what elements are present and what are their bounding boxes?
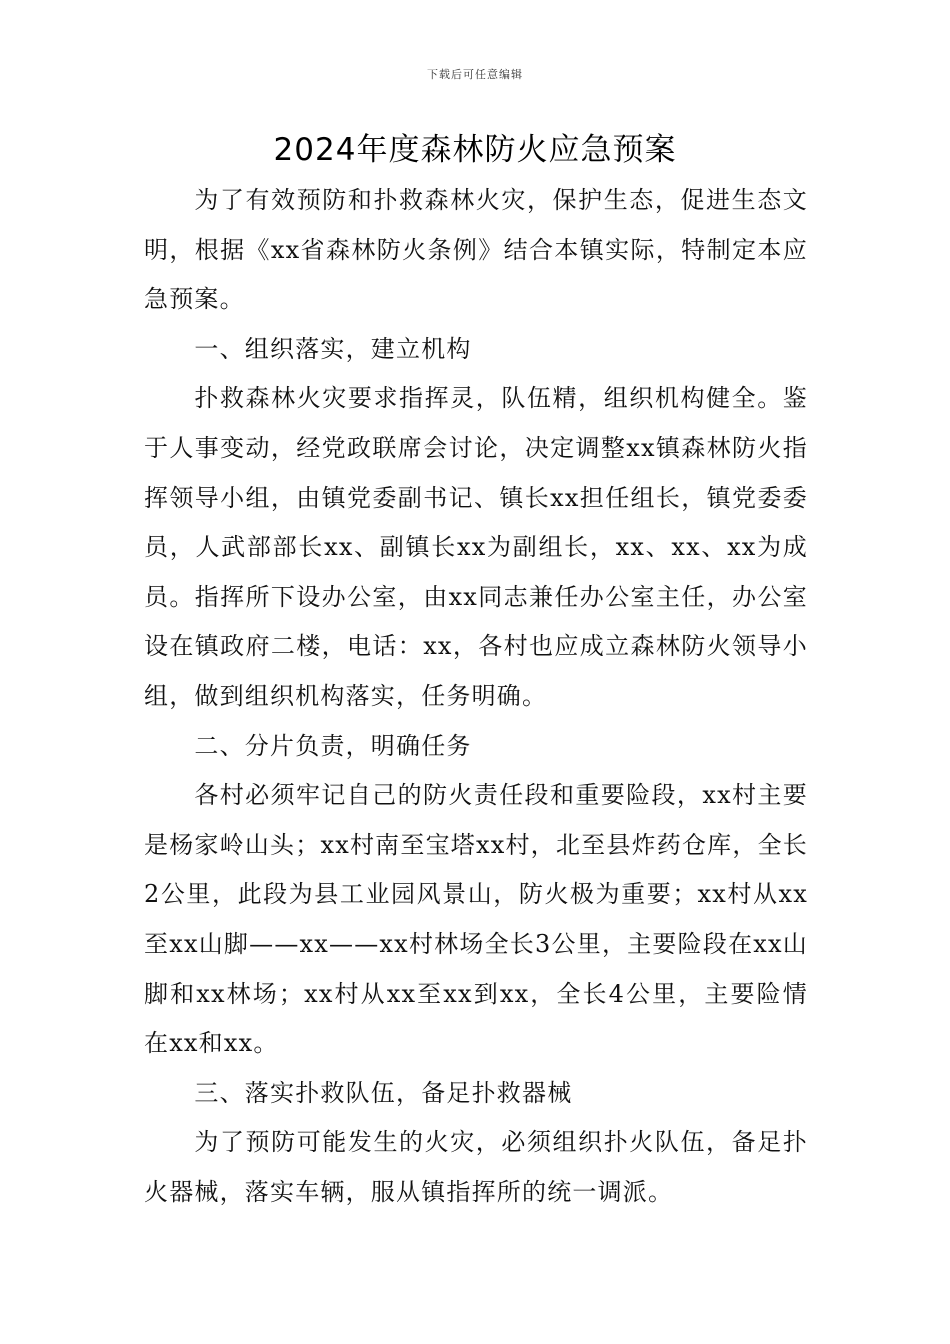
paragraph-section-2: 各村必须牢记自己的防火责任段和重要险段，xx村主要是杨家岭山头；xx村南至宝塔xx村，北至县炸药仓库，全长2公里，此段为县工业园风景山，防火极为重要；xx村从xx至xx山脚——xx——xx村林场全长3公里，主要险段在xx山脚和xx林场；xx村从xx至xx到xx，全长4公里，主要险情在xx和xx。	[144, 781, 808, 1058]
document-title: 2024年度森林防火应急预案	[273, 132, 677, 168]
paragraph-intro: 为了有效预防和扑救森林火灾，保护生态，促进生态文明，根据《xx省森林防火条例》结合本镇实际，特制定本应急预案。	[144, 186, 808, 314]
section-heading-2: 二、分片负责，明确任务	[194, 731, 472, 760]
paragraph-section-3: 为了预防可能发生的火灾，必须组织扑火队伍，备足扑火器械，落实车辆，服从镇指挥所的统一调派。	[144, 1128, 808, 1206]
paragraph-section-1: 扑救森林火灾要求指挥灵，队伍精，组织机构健全。鉴于人事变动，经党政联席会讨论，决定调整xx镇森林防火指挥领导小组，由镇党委副书记、镇长xx担任组长，镇党委委员，人武部部长xx、副镇长xx为副组长，xx、xx、xx为成员。指挥所下设办公室，由xx同志兼任办公室主任，办公室设在镇政府二楼，电话：xx，各村也应成立森林防火领导小组，做到组织机构落实，任务明确。	[144, 384, 808, 710]
section-heading-3: 三、落实扑救队伍，备足扑救器械	[194, 1078, 573, 1107]
section-heading-1: 一、组织落实，建立机构	[194, 334, 472, 363]
header-note: 下载后可任意编辑	[427, 68, 523, 81]
document-body	[144, 176, 808, 1217]
